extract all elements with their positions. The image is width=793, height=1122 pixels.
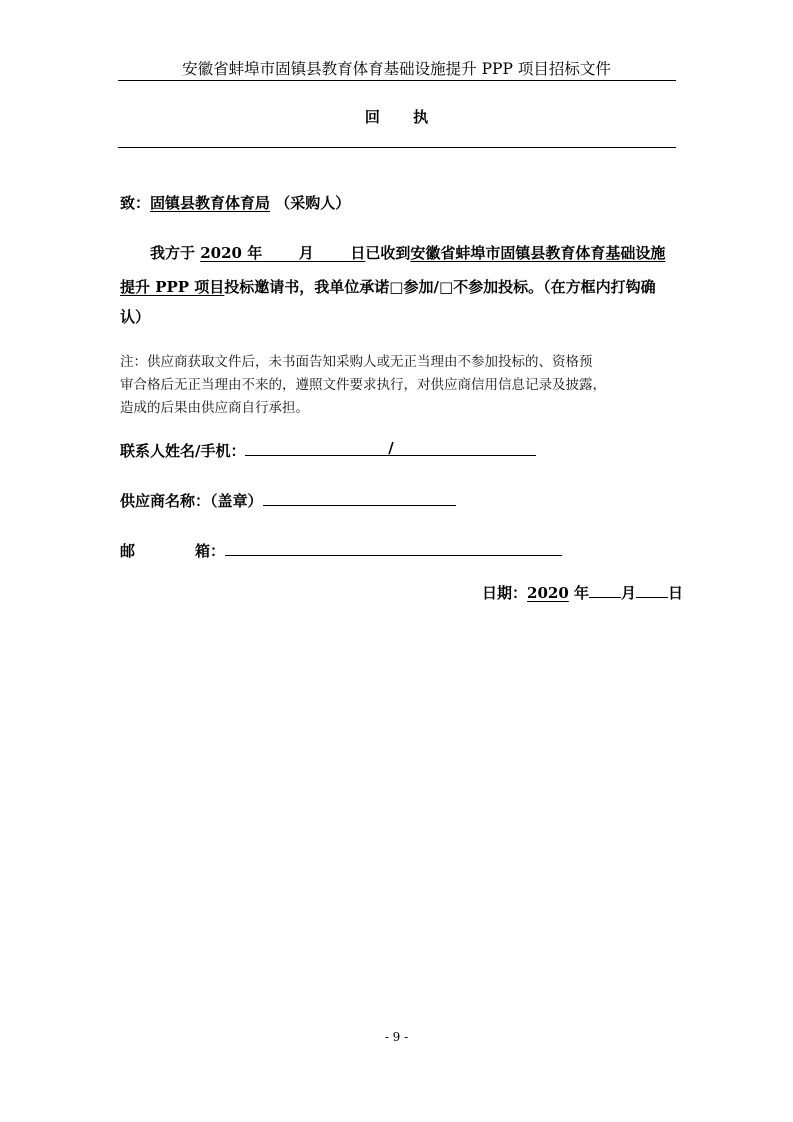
note-line-1: 注：供应商获取文件后，未书面告知采购人或无正当理由不参加投标的、资格预 bbox=[120, 354, 593, 370]
receipt-day-unit: 日 bbox=[350, 244, 366, 262]
date-day-unit: 日 bbox=[668, 584, 684, 602]
contact-field bbox=[120, 440, 536, 461]
body-text: 投标邀请书，我单位承诺□参加/□不参加投标。（在方框内打钩确 bbox=[224, 278, 656, 296]
supplier-label: 供应商名称：（盖章） bbox=[120, 492, 263, 510]
project-name-part1: 安徽省蚌埠市固镇县教育体育基础设施 bbox=[410, 244, 666, 262]
receipt-year-unit: 年 bbox=[241, 244, 263, 262]
note-line-2: 审合格后无正当理由不来的，遵照文件要求执行，对供应商信用信息记录及披露， bbox=[120, 377, 606, 393]
email-field bbox=[120, 540, 562, 561]
addressee-name: 固镇县教育体育局 bbox=[150, 194, 271, 212]
note-line-3: 造成的后果由供应商自行承担。 bbox=[120, 400, 309, 416]
supplier-input-line[interactable] bbox=[263, 490, 456, 506]
addressee-line bbox=[120, 192, 350, 213]
body-text: 我方于 bbox=[150, 244, 201, 262]
date-month-input[interactable] bbox=[589, 582, 621, 598]
date-label: 日期： bbox=[482, 584, 528, 602]
contact-input-line[interactable] bbox=[245, 440, 536, 456]
email-label-char2: 箱： bbox=[195, 542, 226, 560]
email-label-char1: 邮 bbox=[120, 542, 136, 560]
date-year: 2020 bbox=[527, 584, 569, 602]
project-name-part2: 提升 PPP 项目 bbox=[120, 278, 225, 296]
body-line-1 bbox=[150, 242, 665, 263]
addressee-role: （采购人） bbox=[275, 194, 351, 212]
contact-label: 联系人姓名/手机： bbox=[120, 442, 246, 460]
receipt-year: 2020 bbox=[200, 244, 242, 262]
addressee-prefix: 致： bbox=[120, 194, 151, 212]
supplier-field bbox=[120, 490, 456, 511]
body-line-2 bbox=[120, 276, 656, 297]
header-rule bbox=[118, 80, 676, 81]
body-text: 已收到 bbox=[365, 244, 411, 262]
date-year-unit: 年 bbox=[568, 584, 589, 602]
receipt-title: 回 执 bbox=[364, 108, 443, 126]
receipt-month-unit: 月 bbox=[298, 244, 314, 262]
title-rule bbox=[118, 147, 676, 148]
date-field bbox=[482, 582, 683, 603]
email-input-line[interactable] bbox=[225, 540, 562, 556]
receipt-date-inline bbox=[200, 244, 365, 262]
document-header-title: 安徽省蚌埠市固镇县教育体育基础设施提升 PPP 项目招标文件 bbox=[182, 60, 611, 78]
date-month-unit: 月 bbox=[621, 584, 637, 602]
page-number: - 9 - bbox=[384, 1030, 409, 1044]
body-line-3: 认） bbox=[120, 308, 151, 326]
contact-separator: / bbox=[388, 439, 394, 457]
date-day-input[interactable] bbox=[636, 582, 668, 598]
